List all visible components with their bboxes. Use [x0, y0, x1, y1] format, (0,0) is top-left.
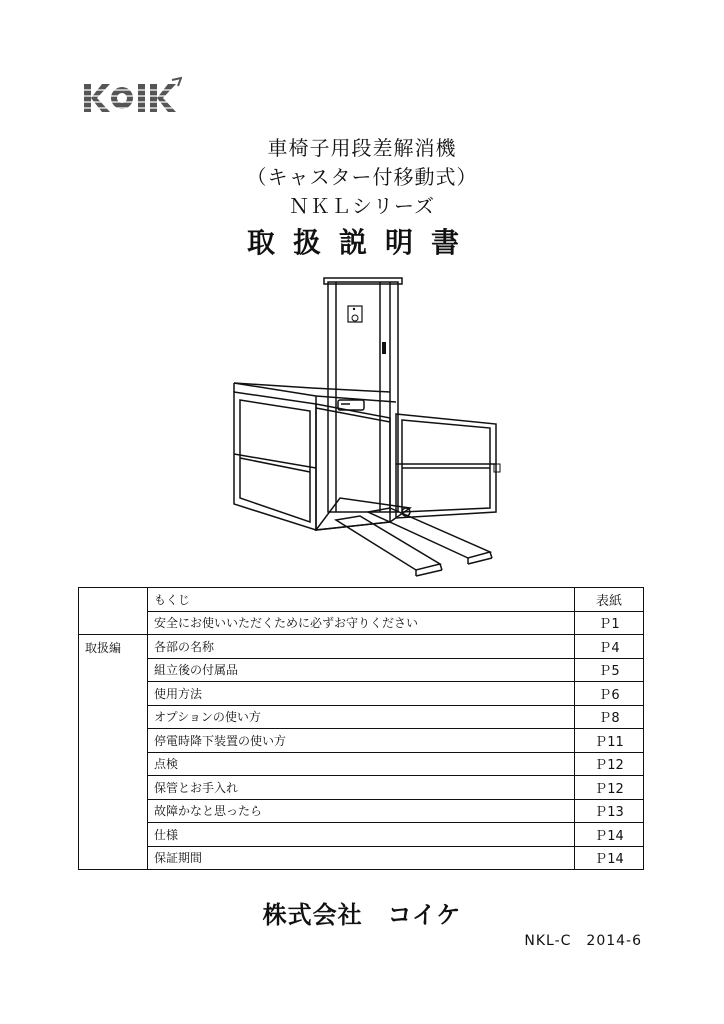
toc-section-cell — [79, 588, 148, 635]
table-row — [79, 799, 644, 823]
main-title: 取扱説明書 — [246, 226, 477, 259]
toc-item: 保証期間 — [148, 846, 575, 870]
table-row — [79, 823, 644, 847]
toc-page: 表紙 — [575, 588, 644, 612]
document-number: NKL-C 2014-6 — [524, 933, 642, 949]
toc-page: Ｐ12 — [575, 752, 644, 776]
title-line-3: ＮＫＬシリーズ — [289, 194, 435, 218]
toc-item: 安全にお使いいただくために必ずお守りください — [148, 611, 575, 635]
table-row — [79, 588, 644, 612]
toc-page: Ｐ4 — [575, 635, 644, 659]
table-row — [79, 705, 644, 729]
table-row — [79, 729, 644, 753]
toc-item: 組立後の付属品 — [148, 658, 575, 682]
title-block — [0, 134, 724, 263]
toc-page: Ｐ12 — [575, 776, 644, 800]
toc-page: Ｐ5 — [575, 658, 644, 682]
toc-page: Ｐ8 — [575, 705, 644, 729]
toc-item: オプションの使い方 — [148, 705, 575, 729]
toc-page: Ｐ14 — [575, 846, 644, 870]
toc-page: Ｐ6 — [575, 682, 644, 706]
toc-item: 点検 — [148, 752, 575, 776]
toc-page: Ｐ1 — [575, 611, 644, 635]
company-name: 株式会社 コイケ — [262, 901, 462, 929]
toc-page: Ｐ14 — [575, 823, 644, 847]
toc-table — [78, 587, 644, 870]
table-row — [79, 635, 644, 659]
toc-item: 保管とお手入れ — [148, 776, 575, 800]
toc-item: もくじ — [148, 588, 575, 612]
toc-page: Ｐ13 — [575, 799, 644, 823]
toc-item: 仕様 — [148, 823, 575, 847]
table-row — [79, 658, 644, 682]
koike-logo-icon — [82, 76, 182, 120]
toc-item: 使用方法 — [148, 682, 575, 706]
table-row — [79, 776, 644, 800]
toc-item: 各部の名称 — [148, 635, 575, 659]
toc-page: Ｐ11 — [575, 729, 644, 753]
wheelchair-lift-illustration — [220, 268, 510, 586]
table-row — [79, 752, 644, 776]
table-row — [79, 611, 644, 635]
toc-item: 停電時降下装置の使い方 — [148, 729, 575, 753]
table-row — [79, 682, 644, 706]
title-line-1: 車椅子用段差解消機 — [267, 136, 457, 160]
table-row — [79, 846, 644, 870]
title-line-2: （キャスター付移動式） — [246, 165, 478, 189]
toc-section-cell: 取扱編 — [79, 635, 148, 870]
toc-item: 故障かなと思ったら — [148, 799, 575, 823]
